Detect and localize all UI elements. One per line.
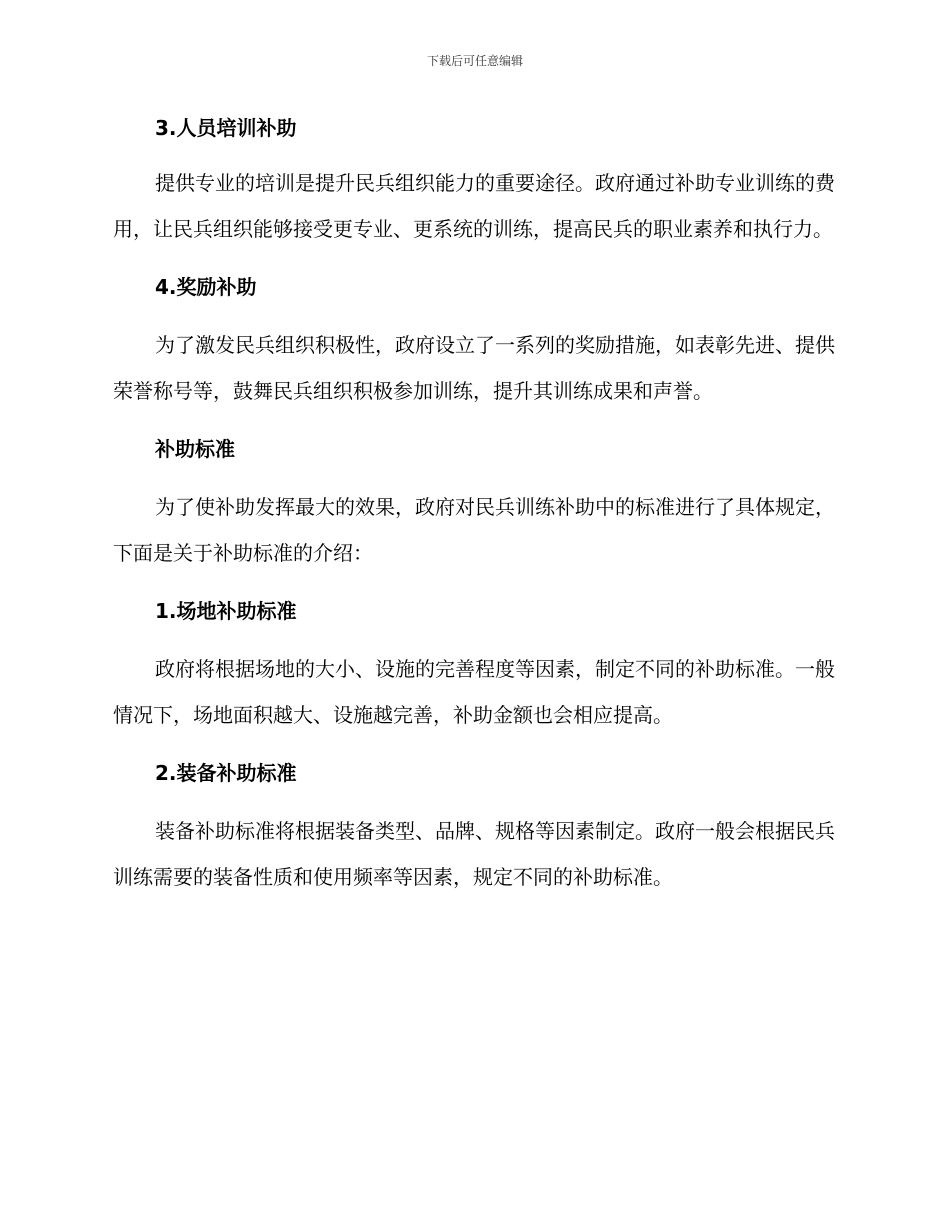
section-heading-subsidy-standards: 补助标准 xyxy=(155,437,235,461)
document-body xyxy=(113,110,835,900)
section-paragraph-personnel-training: 提供专业的培训是提升民兵组织能力的重要途径。政府通过补助专业训练的费用，让民兵组织能够接受更专业、更系统的训练，提高民兵的职业素养和执行力。 xyxy=(113,171,835,241)
page-header-note: 下载后可任意编辑 xyxy=(426,54,523,68)
section-heading-personnel-training: 3.人员培训补助 xyxy=(155,116,297,140)
section-paragraph-subsidy-standards: 为了使补助发挥最大的效果，政府对民兵训练补助中的标准进行了具体规定，下面是关于补助标准的介绍： xyxy=(113,495,835,565)
section-heading-venue-standard: 1.场地补助标准 xyxy=(155,599,297,623)
section-paragraph-venue-standard: 政府将根据场地的大小、设施的完善程度等因素，制定不同的补助标准。一般情况下，场地面积越大、设施越完善，补助金额也会相应提高。 xyxy=(113,657,835,727)
section-heading-reward-subsidy: 4.奖励补助 xyxy=(155,275,257,299)
section-heading-equipment-standard: 2.装备补助标准 xyxy=(155,761,297,785)
section-paragraph-reward-subsidy: 为了激发民兵组织积极性，政府设立了一系列的奖励措施，如表彰先进、提供荣誉称号等，鼓舞民兵组织积极参加训练，提升其训练成果和声誉。 xyxy=(113,333,835,403)
section-paragraph-equipment-standard: 装备补助标准将根据装备类型、品牌、规格等因素制定。政府一般会根据民兵训练需要的装备性质和使用频率等因素，规定不同的补助标准。 xyxy=(113,819,835,889)
